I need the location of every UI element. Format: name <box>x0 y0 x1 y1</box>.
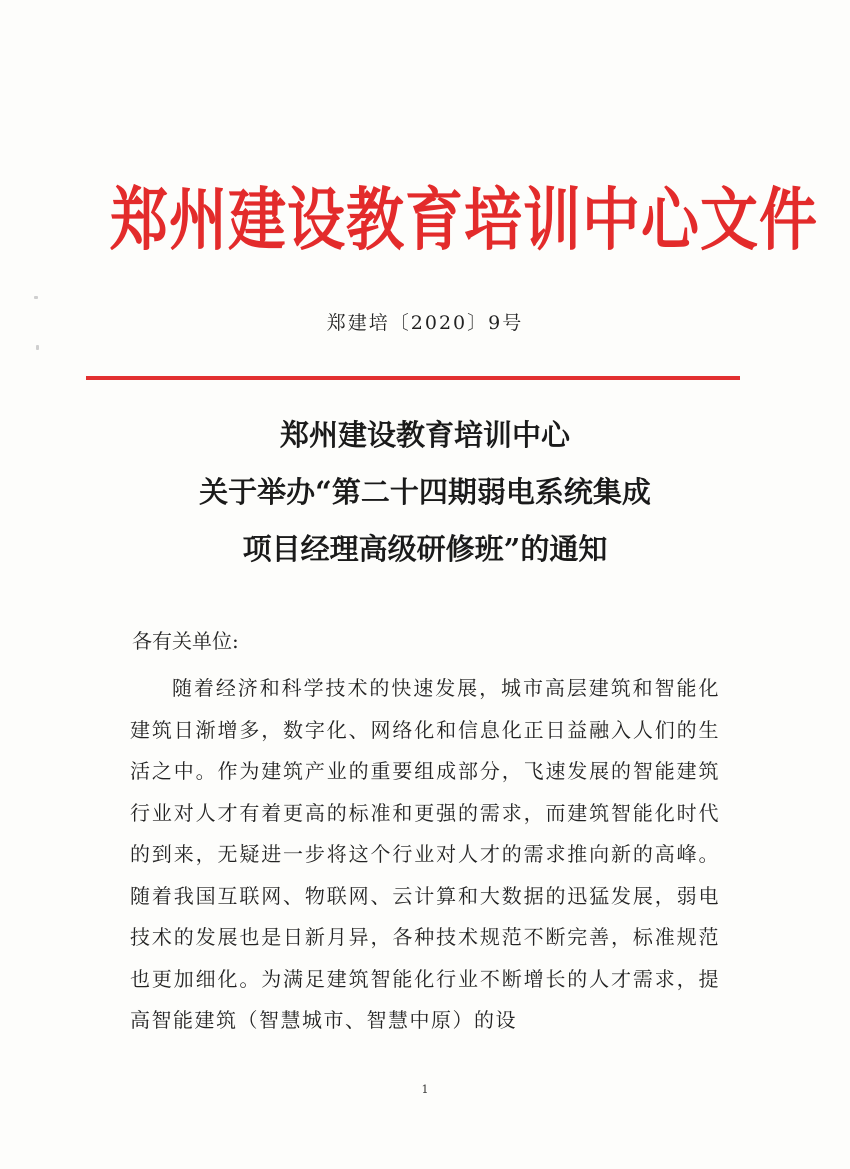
document-number: 郑建培〔2020〕9号 <box>326 312 524 334</box>
notice-title-line-2: 关于举办“第二十四期弱电系统集成 <box>199 475 651 509</box>
page-number: 1 <box>421 1083 429 1096</box>
scan-artifact-mark <box>34 296 38 299</box>
notice-title-line-3: 项目经理高级研修班”的通知 <box>242 532 608 566</box>
red-header-rule <box>86 376 740 380</box>
body-paragraph: 随着经济和科学技术的快速发展，城市高层建筑和智能化建筑日渐增多，数字化、网络化和信息化正日益融入人们的生活之中。作为建筑产业的重要组成部分，飞速发展的智能建筑行业对人才有着更高的标准和更强的需求，而建筑智能化时代的到来，无疑进一步将这个行业对人才的需求推向新的高峰。随着我国互联网、物联网、云计算和大数据的迅猛发展，弱电技术的发展也是日新月异，各种技术规范不断完善，标准规范也更加细化。为满足建筑智能化行业不断增长的人才需求，提高智能建筑（智慧城市、智慧中原）的设 <box>130 676 720 1032</box>
notice-title-line-1: 郑州建设教育培训中心 <box>279 418 570 452</box>
scan-artifact-mark <box>36 345 39 350</box>
document-header-title: 郑州建设教育培训中心文件 <box>110 179 819 261</box>
salutation: 各有关单位: <box>132 629 239 653</box>
